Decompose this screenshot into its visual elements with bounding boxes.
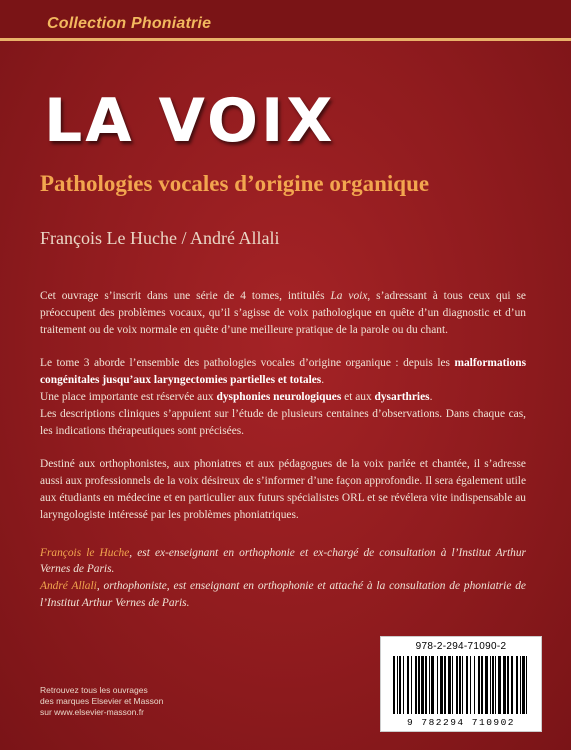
text-span: et aux <box>341 390 375 403</box>
footer-line: sur www.elsevier-masson.fr <box>40 707 144 717</box>
description-paragraph-1 <box>40 288 526 338</box>
barcode-bar <box>411 656 412 714</box>
barcode-bar <box>397 656 398 714</box>
text-span: Cet ouvrage s’inscrit dans une série de 4 tomes, intitulés <box>40 290 331 302</box>
barcode-bar <box>456 656 458 714</box>
barcode-digits: 9 782294 710902 <box>406 717 515 728</box>
barcode-bar <box>415 656 417 714</box>
collection-band <box>0 0 571 41</box>
barcode-bar <box>511 656 513 714</box>
barcode-bar <box>503 656 506 714</box>
highlight-text: dysarthries <box>374 390 430 403</box>
barcode-bar <box>431 656 434 714</box>
text-span: Les descriptions cliniques s’appuient sur l’étude de plusieurs centaines d’observations. Dans chaque cas, les indications thérapeutiques sont précisées. <box>40 407 526 437</box>
description-paragraph-3: Destiné aux orthophonistes, aux phoniatres et aux pédagogues de la voix parlée et chantée, il s’adresse aussi aux professionnels de la voix désireux de s’informer d’une façon approfondie. Il sera également utile aux étudiants en médecine et en particulier aux futurs spécialistes ORL et se révélera vite indispensable au laryngologiste intéressé par les problèmes phoniatriques. <box>40 458 526 521</box>
barcode-bar <box>485 656 488 714</box>
barcode-bar <box>452 656 453 714</box>
barcode-bar <box>474 656 475 714</box>
text-span: . <box>321 374 325 387</box>
barcode-bar <box>526 656 527 714</box>
highlight-text: malformations congénitales jusqu’aux laryngectomies partielles et totales <box>40 357 526 387</box>
footer-line: des marques Elsevier et Masson <box>40 696 164 706</box>
barcode-bar <box>421 656 424 714</box>
barcode-bar <box>495 656 496 714</box>
barcode-bar <box>516 656 518 714</box>
barcode <box>380 636 542 732</box>
barcode-bar <box>466 656 468 714</box>
barcode-bar <box>425 656 427 714</box>
barcode-bars-icon <box>391 656 531 716</box>
description-paragraph-2 <box>40 355 526 439</box>
text-span: , est ex-enseignant en orthophonie et ex-chargé de consultation à l’Institut Arthur Vernes de Paris. <box>40 546 526 576</box>
author-bio-1 <box>40 545 526 579</box>
description-text <box>40 288 526 612</box>
barcode-bar <box>492 656 494 714</box>
text-span: Le tome 3 aborde l’ensemble des pathologies vocales d’origine organique : depuis les <box>40 357 455 370</box>
barcode-bar <box>459 656 461 714</box>
author-name: André Allali <box>40 580 97 593</box>
barcode-bar <box>481 656 483 714</box>
book-title: LA VOIX <box>44 86 336 156</box>
barcode-bar <box>399 656 401 714</box>
barcode-bar <box>407 656 409 714</box>
barcode-bar <box>478 656 480 714</box>
barcode-bar <box>444 656 446 714</box>
author-name: François le Huche <box>40 546 130 559</box>
text-span: , s’adressant à tous ceux qui se préoccupent des problèmes vocaux, qu’il s’agisse de voix pathologique en quête d’un diagnostic et d’un traitement ou de voix normale en quête d’une meilleure pratique de la parole ou du chant. <box>40 290 526 336</box>
barcode-bar <box>429 656 430 714</box>
barcode-bar <box>507 656 509 714</box>
highlight-text: dysphonies neurologiques <box>216 390 342 403</box>
book-subtitle: Pathologies vocales d’origine organique <box>40 171 430 196</box>
barcode-bar <box>470 656 471 714</box>
barcode-bar <box>403 656 404 714</box>
barcode-bar <box>393 656 395 714</box>
barcode-bar <box>520 656 521 714</box>
barcode-bar <box>498 656 501 714</box>
collection-label: Collection Phoniatrie <box>47 15 212 32</box>
barcode-bar <box>522 656 525 714</box>
barcode-bar <box>462 656 463 714</box>
footer-line: Retrouvez tous les ouvrages <box>40 685 148 695</box>
barcode-bar <box>448 656 451 714</box>
publisher-footer <box>40 685 163 718</box>
barcode-bar <box>490 656 491 714</box>
barcode-bar <box>437 656 438 714</box>
isbn-label: 978-2-294-71090-2 <box>415 641 507 652</box>
barcode-bar <box>440 656 443 714</box>
text-span: . <box>429 390 433 403</box>
barcode-bar <box>418 656 420 714</box>
series-title: La voix <box>330 290 368 302</box>
book-authors: François Le Huche / André Allali <box>40 228 280 248</box>
author-bio-2 <box>40 578 526 612</box>
text-span: Une place importante est réservée aux <box>40 390 217 403</box>
text-span: , orthophoniste, est enseignant en orthophonie et attaché à la consultation de phoniatrie de l’Institut Arthur Vernes de Paris. <box>40 580 526 609</box>
